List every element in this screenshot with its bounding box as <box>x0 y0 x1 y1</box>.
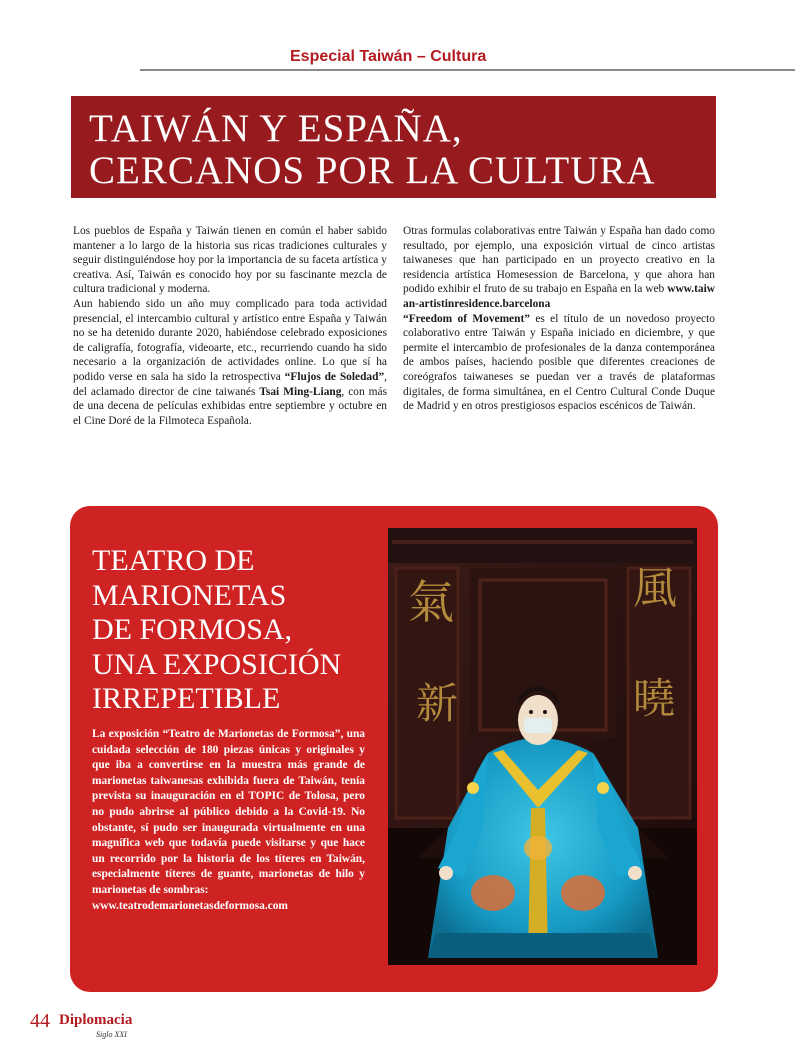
feature-body <box>92 727 365 914</box>
page-number: 44 <box>30 1010 50 1032</box>
right-p2-text: es el título de un novedoso proyecto colaborativo entre Taiwán y España iniciado en diciembre, y que permite el intercambio de profesionales de la danza contemporánea de ambos países, haciendo posible que diferentes creaciones de coreógrafos taiwaneses se puedan ver a través de plataformas digitales, de forma simultánea, en el Centro Cultural Conde Duque de Madrid y en otros prestigiosos espacios escénicos de Taiwán. <box>403 312 715 413</box>
exhibition-link[interactable]: www.teatrodemarionetasdeformosa.com <box>92 899 288 912</box>
left-paragraph-2 <box>73 297 387 428</box>
left-p2-end: , con más de una decena de películas exhibidas entre septiembre y octubre en el Cine Doré de la Filmoteca Española. <box>73 385 388 427</box>
title-line-1: TAIWÁN Y ESPAÑA, <box>89 107 463 150</box>
left-p2-start: Aun habiendo sido un año muy complicado para toda actividad presencial, el intercambio cultural y artístico entre España y Taiwán no se ha detenido durante 2020, habiéndose celebrado exposiciones de caligrafía, fotografía, videoarte, etc., recurriendo cuando ha sido necesario a la organización de actividades online. Lo que sí ha podido verse en sala ha sido la retrospectiva <box>73 297 387 383</box>
puppet-photo <box>388 528 697 965</box>
calligraphy-char: 曉 <box>633 674 676 723</box>
feature-title-line: UNA EXPOSICIÓN <box>92 647 342 681</box>
calligraphy-char: 風 <box>633 563 677 614</box>
right-paragraph-2 <box>403 312 715 414</box>
left-p2-mid: , del aclamado director de cine taiwanés <box>73 370 387 398</box>
left-column <box>73 224 387 428</box>
magazine-name: Diplomacia <box>59 1012 133 1028</box>
title-line-2: CERCANOS POR LA CULTURA <box>89 149 656 192</box>
feature-title <box>92 544 392 717</box>
feature-title-line: IRREPETIBLE <box>92 682 281 715</box>
calligraphy-char: 氣 <box>408 575 454 629</box>
calligraphy-char: 新 <box>416 679 459 728</box>
puppet-photo-illustration <box>388 528 697 965</box>
feature-title-line: TEATRO DE <box>92 544 255 577</box>
header-divider <box>140 69 795 71</box>
film-title: “Flujos de Soledad” <box>284 370 385 383</box>
project-title: “Freedom of Movement” <box>403 312 530 325</box>
right-column <box>403 224 715 414</box>
left-paragraph-1: Los pueblos de España y Taiwán tienen en común el haber sabido mantener a lo largo de la historia sus ricas tradiciones culturales y seguir distinguiéndose hoy por la importancia de su faceta artística y creativa. Así, Taiwán es conocido hoy por su fascinante mezcla de cultura tradicional y moderna. <box>73 225 387 296</box>
residence-link[interactable]: www.taiwan-artistinresidence.barcelona <box>403 283 715 310</box>
feature-title-line: MARIONETAS <box>92 578 287 612</box>
magazine-subtitle: Siglo XXI <box>96 1030 127 1039</box>
right-paragraph-1 <box>403 224 715 312</box>
section-header: Especial Taiwán – Cultura <box>290 48 487 65</box>
director-name: Tsai Ming-Liang <box>259 385 342 398</box>
title-banner <box>71 96 716 198</box>
right-p1-start: Otras formulas colaborativas entre Taiwán y España han dado como resultado, por ejemplo, una exposición virtual de cinco artistas taiwaneses que han participado en un proyecto creativo en la residencia artística Homesession de Barcelona, y que ahora han podido exhibir el fruto de su trabajo en España en la web <box>403 225 715 296</box>
feature-title-line: DE FORMOSA, <box>92 613 293 646</box>
feature-body-text: La exposición “Teatro de Marionetas de Formosa”, una cuidada selección de 180 piezas únicas y originales y que iba a convertirse en la muestra más grande de marionetas taiwanesas exhibida fuera de Taiwán, tenía prevista su inauguración en el TOPIC de Tolosa, pero no pudo abrirse al público debido a la Covid-19. No obstante, sí pudo ser inaugurada virtualmente en una magnífica web que todavía puede visitarse y que hace un recorrido por la historia de los títeres en Taiwán, especialmente títeres de guante, marionetas de hilo y marionetas de sombras: <box>92 728 365 896</box>
